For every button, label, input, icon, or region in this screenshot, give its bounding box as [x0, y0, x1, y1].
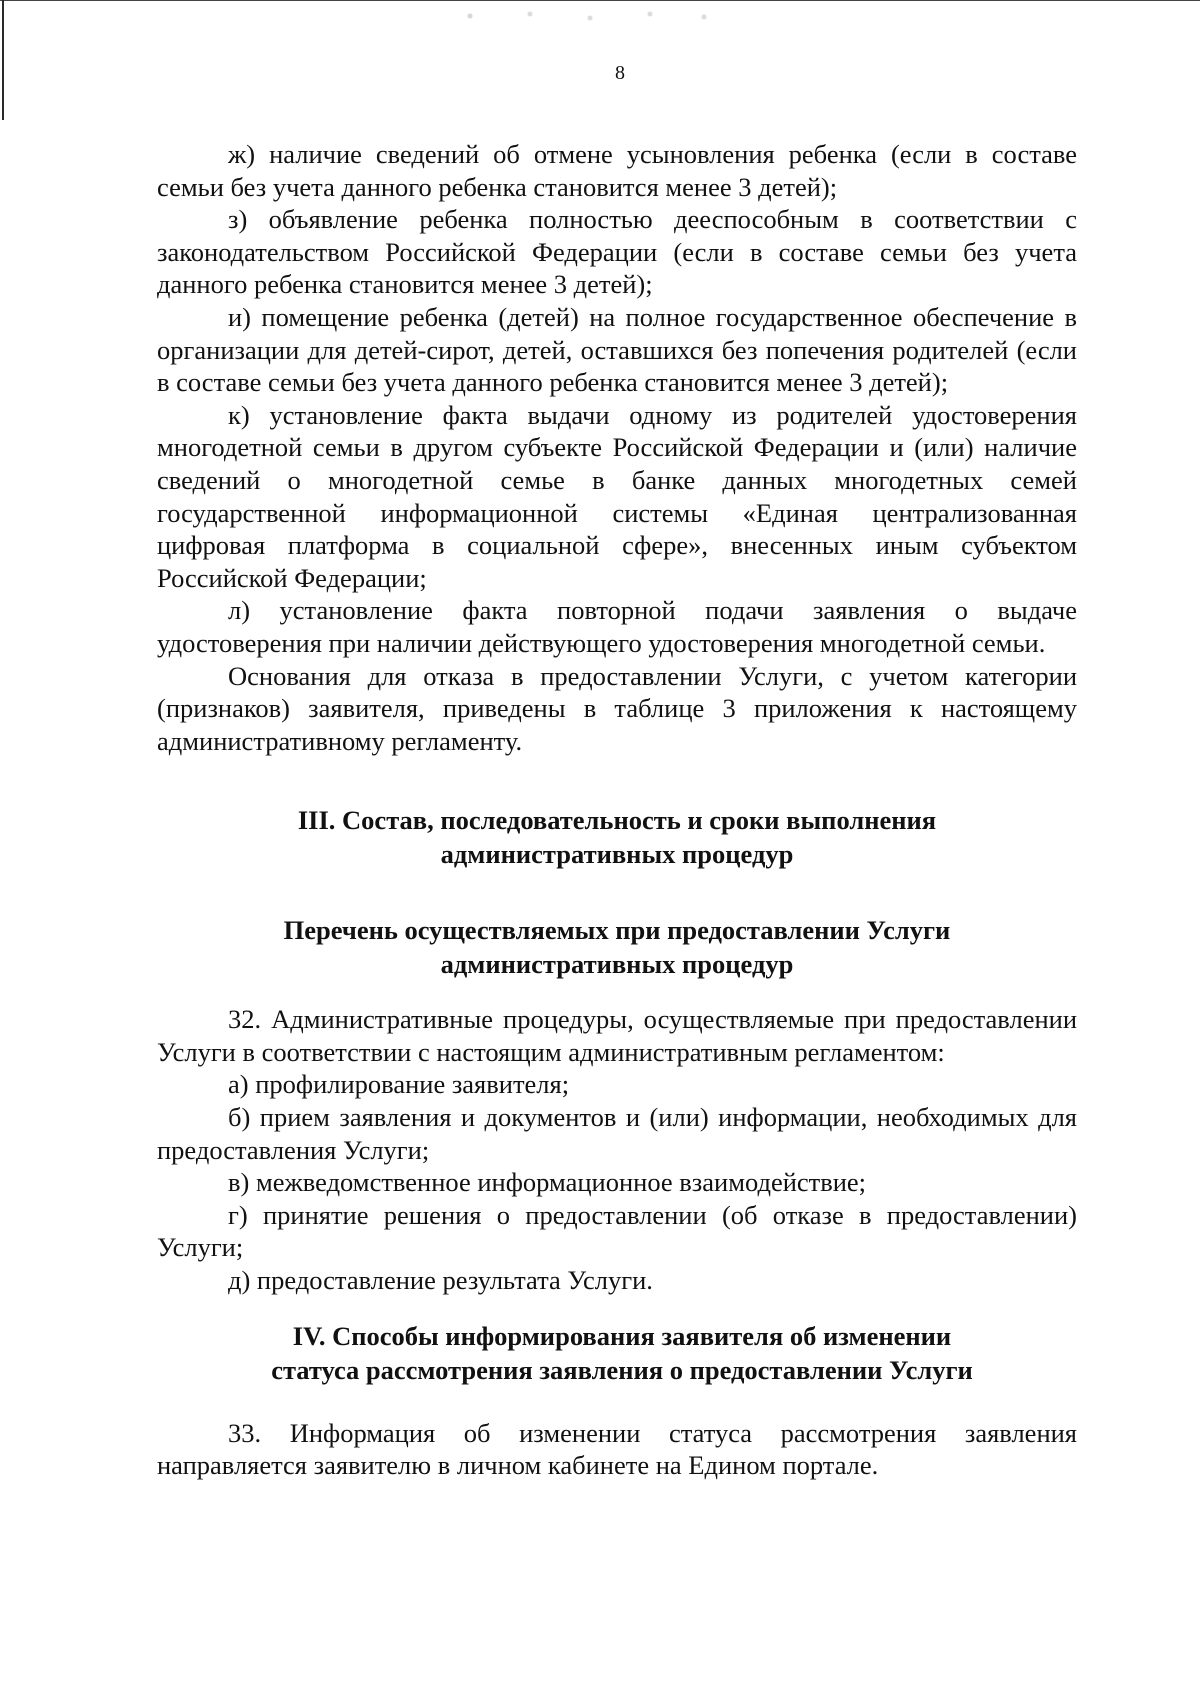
subsection-title-line-1: Перечень осуществляемых при предоставлении Услуги [283, 915, 951, 946]
section-3-title-line-1: III. Состав, последовательность и сроки выполнения [297, 805, 937, 836]
list-item: л) установление факта повторной подачи заявления о выдаче удостоверения при наличии действующего удостоверения многодетной семьи. [157, 595, 1077, 658]
page-number: 8 [615, 62, 625, 84]
subsection-title-line-2: административных процедур [440, 949, 794, 980]
list-item: ж) наличие сведений об отмене усыновления ребенка (если в составе семьи без учета данного ребенка становится менее 3 детей); [157, 139, 1077, 202]
scan-noise [440, 6, 740, 26]
scan-top-rule [0, 0, 1200, 1]
list-item: з) объявление ребенка полностью дееспособным в соответствии с законодательством Российской Федерации (если в составе семьи без учета данного ребенка становится менее 3 детей); [157, 204, 1077, 300]
list-item: к) установление факта выдачи одному из родителей удостоверения многодетной семьи в другом субъекте Российской Федерации и (или) наличие сведений о многодетной семье в банке данных многодетных семей государственной информационной системы «Единая централизованная цифровая платформа в социальной сфере», внесенных иным субъектом Российской Федерации; [157, 399, 1077, 593]
document-body [157, 138, 1077, 1482]
section-4-title-line-1: IV. Способы информирования заявителя об изменении [292, 1320, 952, 1351]
section-3-title-line-2: административных процедур [440, 839, 794, 870]
list-item: а) профилирование заявителя; [228, 1069, 570, 1100]
section-4-title-line-2: статуса рассмотрения заявления о предоставлении Услуги [271, 1354, 973, 1385]
refusal-note: Основания для отказа в предоставлении Услуги, с учетом категории (признаков) заявителя, приведены в таблице 3 приложения к настоящему административному регламенту. [157, 660, 1077, 756]
grounds-list [157, 138, 1077, 660]
list-item: г) принятие решения о предоставлении (об отказе в предоставлении) Услуги; [157, 1199, 1077, 1263]
list-item: в) межведомственное информационное взаимодействие; [228, 1167, 867, 1198]
clause-33: 33. Информация об изменении статуса рассмотрения заявления направляется заявителю в личном кабинете на Едином портале. [157, 1417, 1077, 1481]
clause-32 [157, 1003, 1077, 1296]
subsection-heading [157, 913, 1077, 981]
scan-left-edge [2, 0, 4, 120]
clause-32-intro: 32. Административные процедуры, осуществляемые при предоставлении Услуги в соответствии с настоящим административным регламентом: [157, 1004, 1077, 1067]
list-item: д) предоставление результата Услуги. [228, 1265, 653, 1296]
list-item: и) помещение ребенка (детей) на полное государственное обеспечение в организации для детей-сирот, детей, оставшихся без попечения родителей (если в составе семьи без учета данного ребенка становится менее 3 детей); [157, 301, 1077, 398]
section-3-heading [157, 803, 1077, 871]
list-item: б) прием заявления и документов и (или) информации, необходимых для предоставления Услуги; [157, 1102, 1077, 1165]
section-4-heading [157, 1319, 1077, 1387]
